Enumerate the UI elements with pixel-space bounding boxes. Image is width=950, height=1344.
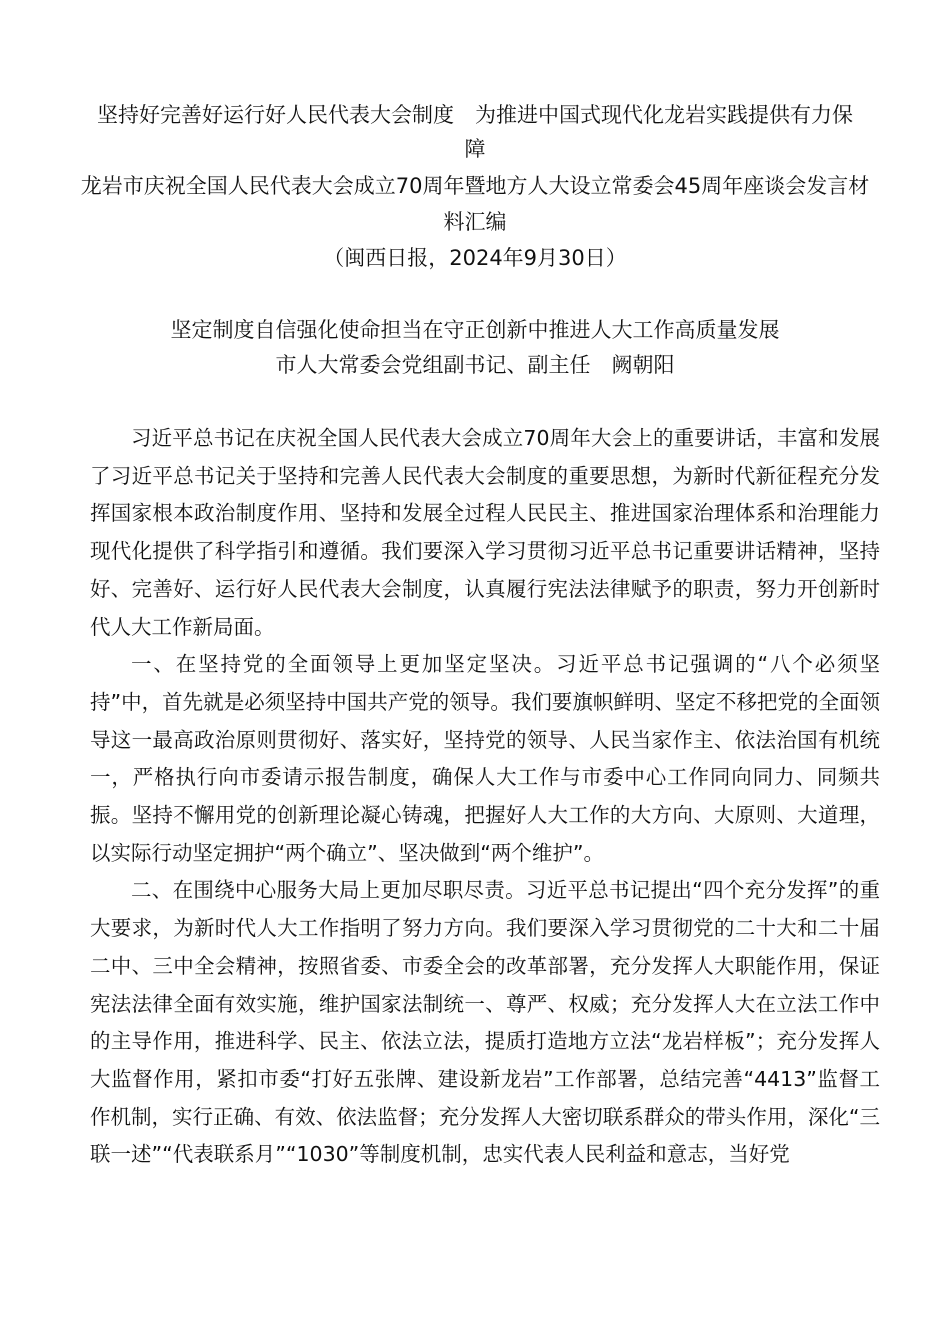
source-line: （闽西日报，2024年9月30日） xyxy=(323,246,627,270)
paragraph: 一、在坚持党的全面领导上更加坚定坚决。习近平总书记强调的“八个必须坚持”中，首先就是必须坚持中国共产党的领导。我们要旗帜鲜明、坚定不移把党的全面领导这一最高政治原则贯彻好、落实好，坚持党的领导、人民当家作主、依法治国有机统一，严格执行向市委请示报告制度，确保人大工作与市委中心工作同向同力、同频共振。坚持不懈用党的创新理论凝心铸魂，把握好人大工作的大方向、大原则、大道理，以实际行动坚定拥护“两个确立”、坚决做到“两个维护”。 xyxy=(90,652,880,865)
speaker-line: 市人大常委会党组副书记、副主任 阙朝阳 xyxy=(275,353,675,377)
speech-title: 坚定制度自信强化使命担当在守正创新中推进人大工作高质量发展 xyxy=(170,318,780,342)
sub-title: 龙岩市庆祝全国人民代表大会成立70周年暨地方人大设立常委会45周年座谈会发言材料汇编 xyxy=(80,174,870,234)
paragraph: 二、在围绕中心服务大局上更加尽职尽责。习近平总书记提出“四个充分发挥”的重大要求，为新时代人大工作指明了努力方向。我们要深入学习贯彻党的二十大和二十届二中、三中全会精神，按照省委、市委全会的改革部署，充分发挥人大职能作用，保证宪法法律全面有效实施，维护国家法制统一、尊严、权威；充分发挥人大在立法工作中的主导作用，推进科学、民主、依法立法，提质打造地方立法“龙岩样板”；充分发挥人大监督作用，紧扣市委“打好五张牌、建设新龙岩”工作部署，总结完善“4413”监督工作机制，实行正确、有效、依法监督；充分发挥人大密切联系群众的带头作用，深化“三联一述”“代表联系月”“1030”等制度机制，忠实代表人民利益和意志，当好党 xyxy=(90,878,880,1167)
article-body xyxy=(90,420,880,1174)
paragraph: 习近平总书记在庆祝全国人民代表大会成立70周年大会上的重要讲话，丰富和发展了习近平总书记关于坚持和完善人民代表大会制度的重要思想，为新时代新征程充分发挥国家根本政治制度作用、坚持和发展全过程人民民主、推进国家治理体系和治理能力现代化提供了科学指引和遵循。我们要深入学习贯彻习近平总书记重要讲话精神，坚持好、完善好、运行好人民代表大会制度，认真履行宪法法律赋予的职责，努力开创新时代人大工作新局面。 xyxy=(90,426,880,639)
main-title: 坚持好完善好运行好人民代表大会制度 为推进中国式现代化龙岩实践提供有力保障 xyxy=(97,103,853,161)
